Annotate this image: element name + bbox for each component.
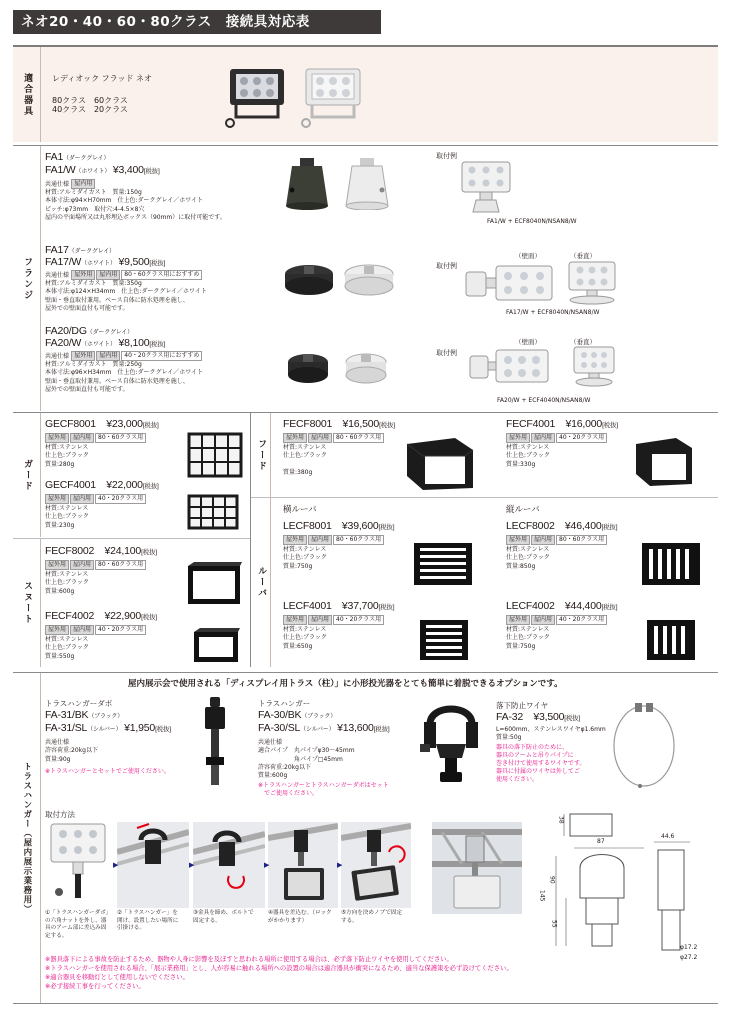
dim-phi-27-2: φ27.2 [680, 954, 698, 961]
gecf4001-chips: 屋外用 屋内用 40・20クラス用 [45, 494, 147, 504]
fecf4002-chips: 屋外用 屋内用 40・20クラス用 [45, 625, 147, 635]
fecf8001-model: FECF8001 ¥16,500[税抜] [283, 418, 395, 430]
install-step4-image [268, 822, 338, 908]
fa32-specs: L=600mm、ステンレスワイヤφ1.6mm 質量:50g [496, 726, 606, 742]
fecf4002-image [192, 626, 240, 664]
step-arrow-3: ▶ [264, 861, 270, 869]
lecf4001-model: LECF4001 ¥37,700[税抜] [283, 600, 395, 612]
fa1-chips: 共通仕様 屋内用 [45, 179, 96, 189]
fa31-model-1: FA-31/BK（ブラック） [45, 709, 124, 721]
fa1-example-caption: FA1/W + ECF8040N/NSAN8/W [487, 218, 577, 225]
fa31-image [202, 695, 228, 787]
fa17-wall-example-image [464, 264, 554, 304]
fa32-model: FA-32 ¥3,500[税抜] [496, 711, 581, 723]
fa1-white-image [342, 158, 392, 210]
fecf4001-model: FECF4001 ¥16,000[税抜] [506, 418, 618, 430]
guard-snoot-divider [13, 538, 250, 539]
dim-145: 145 [538, 890, 546, 902]
fa1-model-1: FA1（ダークグレイ） [45, 151, 110, 163]
gecf8001-model: GECF8001 ¥23,000[税抜] [45, 418, 159, 430]
fecf4002-specs: 材質:ステンレス 仕上色:ブラック 質量:550g [45, 636, 89, 660]
install-step2-text: ②「トラスハンガー」を 開け、設置したい場所に 引掛ける。 [117, 910, 179, 931]
dim-55: 55 [550, 920, 558, 928]
fa30-model-1: FA-30/BK（ブラック） [258, 709, 337, 721]
fecf8001-image [403, 436, 475, 492]
fecf8002-model: FECF8002 ¥24,100[税抜] [45, 545, 157, 557]
footnotes: ※器具落下による事故を防止するため、器物や人身に影響を及ぼすと思われる場所に使用する場合は、必ず落下防止ワイヤを使用してください。 ※トラスハンガーを使用される場合、「展示業務用」とし、人が容易に触れる場所への設置の場合は適合器具が衝突になるため、適当な保護策を必ず設けてください。 ※適合器具を移動灯として使用しないでください。 ※必ず接続工事を行ってください。 [45, 956, 513, 990]
lecf8001-specs: 材質:ステンレス 仕上色:ブラック 質量:750g [283, 546, 327, 570]
fa20-wall-label: （壁面） [515, 338, 541, 346]
fa1-dark-image [282, 158, 332, 210]
section-label-truss: トラスハンガー（屋内展示業務用） [13, 673, 41, 1003]
fa20-vertical-example-image [570, 345, 618, 387]
lecf4002-chips: 屋外用 屋内用 40・20クラス用 [506, 615, 608, 625]
gecf4001-image [187, 494, 239, 530]
lecf8001-model: LECF8001 ¥39,600[税抜] [283, 520, 395, 532]
fa32-title: 落下防止ワイヤ [496, 701, 549, 710]
fecf4001-chips: 屋外用 屋内用 40・20クラス用 [506, 433, 608, 443]
applicable-name: レディオック フラッド ネオ [52, 74, 153, 83]
fa20-vertical-label: （垂直） [570, 338, 596, 346]
page-title: ネオ20・40・60・80クラス 接続具対応表 [13, 10, 381, 34]
fa1-example-image [460, 158, 512, 213]
fa17-model-2: FA17/W（ホワイト） ¥9,500[税抜] [45, 256, 166, 268]
fa17-white-image [342, 262, 396, 298]
gecf4001-model: GECF4001 ¥22,000[税抜] [45, 479, 159, 491]
section-label-guard: ガード [13, 413, 41, 537]
fa17-example-caption: FA17/W + ECF8040N/NSAN8/W [506, 309, 600, 316]
install-step1-text: ①「トラスハンガーダボ」 の六角ナットを外し、器 具のアーム部に差込み固 定する。 [45, 910, 112, 939]
section-label-snoot: スヌート [13, 539, 41, 667]
lecf4002-image [645, 618, 697, 662]
install-step5-image [341, 822, 411, 908]
lecf4001-chips: 屋外用 屋内用 40・20クラス用 [283, 615, 385, 625]
install-step5-text: ⑤方向を決めノブで固定 する。 [341, 910, 403, 924]
fa30-specs: 共通仕様 適合パイプ 丸パイプφ30～45mm 角パイプ□45mm 許容荷重:20kg以下 質量:600g [258, 739, 355, 780]
truss-headline: 屋内展示会で使用される「ディスプレイ用トラス（柱）」に小形投光器をとても簡単に着脱できるオプションです。 [128, 679, 563, 689]
fecf8002-specs: 材質:ステンレス 仕上色:ブラック 質量:600g [45, 571, 89, 595]
fa32-notes: 器具の落下防止のために、 器具のアームと吊りパイプに 巻き付けて使用するワイヤです。 器具に付属のワイヤは外してご 使用ください。 [496, 744, 586, 783]
section-label-louver: ルーバ [251, 498, 271, 667]
fecf8001-specs: 材質:ステンレス 仕上色:ブラック 質量:380g [283, 444, 327, 476]
fa30-model-2: FA-30/SL（シルバー） ¥13,600[税抜] [258, 722, 390, 734]
fa20-wall-example-image [468, 348, 550, 386]
dim-phi-17-2: φ17.2 [680, 944, 698, 951]
install-step2-image [117, 822, 189, 908]
install-step1-image [45, 822, 113, 908]
fecf4001-image [632, 436, 694, 488]
fa17-vertical-label: （垂直） [570, 252, 596, 260]
floodlight-black-image [222, 65, 292, 130]
gecf8001-chips: 屋外用 屋内用 80・60クラス用 [45, 433, 147, 443]
gecf8001-image [187, 432, 243, 478]
dim-44-6: 44.6 [661, 833, 675, 840]
fa20-example-caption: FA20/W + ECF4040N/NSAN8/W [497, 397, 591, 404]
fecf8002-chips: 屋外用 屋内用 80・60クラス用 [45, 560, 147, 570]
fa17-example-label: 取付例 [436, 262, 457, 270]
fa30-note: ※トラスハンガーとトラスハンガーダボはセット でご使用ください。 [258, 782, 389, 797]
dim-87: 87 [597, 838, 605, 845]
fa20-dark-image [284, 350, 332, 386]
fa30-image [416, 700, 486, 790]
section-label-flange: フランジ [13, 146, 41, 411]
fa31-title: トラスハンガーダボ [45, 699, 113, 708]
lecf4001-image [418, 618, 470, 662]
lecf8002-image [640, 541, 702, 587]
section-label-hood: フード [251, 413, 271, 497]
section-label-applicable: 適合器具 [13, 47, 41, 142]
dim-38: 38 [557, 816, 565, 824]
louver-horizontal-heading: 横ルーバ [283, 505, 317, 515]
fecf8002-image [186, 560, 242, 606]
fa31-specs: 共通仕様 許容荷重:20kg以下 質量:90g [45, 739, 98, 763]
fa20-chips: 共通仕様 屋外用 屋内用 40・20クラス用におすすめ [45, 351, 203, 361]
applicable-classes-2: 40クラス 20クラス [52, 105, 128, 114]
step-arrow-2: ▶ [189, 861, 195, 869]
install-step3-image [193, 822, 265, 908]
lecf8002-chips: 屋外用 屋内用 80・60クラス用 [506, 535, 608, 545]
fa17-chips: 共通仕様 屋外用 屋内用 80・60クラス用におすすめ [45, 270, 203, 280]
fa32-wire-image [608, 700, 680, 790]
fa17-model-1: FA17（ダークグレイ） [45, 244, 115, 256]
step-arrow-1: ▶ [113, 861, 119, 869]
lecf8001-chips: 屋外用 屋内用 80・60クラス用 [283, 535, 385, 545]
hood-louver-divider [251, 497, 718, 498]
fa31-model-2: FA-31/SL（シルバー） ¥1,950[税抜] [45, 722, 171, 734]
lecf4002-model: LECF4002 ¥44,400[税抜] [506, 600, 618, 612]
fa30-title: トラスハンガー [258, 699, 311, 708]
fa20-price: ¥8,100 [118, 337, 150, 349]
fecf8001-chips: 屋外用 屋内用 80・60クラス用 [283, 433, 385, 443]
fa31-note: ※トラスハンガーとセットでご使用ください。 [45, 768, 170, 775]
fa1-price: ¥3,400 [112, 164, 144, 176]
lecf4002-specs: 材質:ステンレス 仕上色:ブラック 質量:750g [506, 626, 550, 650]
fa17-dark-image [282, 262, 336, 298]
install-step3-text: ③金具を締め、ボルトで 固定する。 [193, 910, 254, 924]
installed-photo [432, 822, 522, 914]
fa17-price: ¥9,500 [118, 256, 150, 268]
fa17-wall-label: （壁面） [515, 252, 541, 260]
fa17-vertical-example-image [565, 260, 620, 305]
lecf8002-specs: 材質:ステンレス 仕上色:ブラック 質量:850g [506, 546, 550, 570]
fecf4001-specs: 材質:ステンレス 仕上色:ブラック 質量:330g [506, 444, 550, 468]
install-heading: 取付方法 [45, 810, 75, 819]
install-step4-text: ④器具を差込む。（ロック がかかります） [268, 910, 332, 924]
fa20-white-image [342, 350, 390, 386]
gecf4001-specs: 材質:ステンレス 仕上色:ブラック 質量:230g [45, 505, 89, 529]
fa1-example-label: 取付例 [436, 152, 457, 160]
lecf8001-image [412, 541, 474, 587]
lecf8002-model: LECF8002 ¥46,400[税抜] [506, 520, 618, 532]
floodlight-white-image [298, 65, 368, 130]
fa1-specs: 材質:アルミダイカスト 質量:150g 本体寸法:φ94×H70mm 仕上色:ダークグレイ／ホワイト ピッチ:φ73mm 取付穴:4-4.5×8穴 屋内の平面場所又は丸形埋込ボックス（90mm）に取付可能です。 [45, 189, 226, 221]
fa17-specs: 材質:アルミダイカスト 質量:350g 本体寸法:φ124×H34mm 仕上色:ダークグレイ／ホワイト 壁面・垂直取付兼用。ベース自体に防水処理を施し、 屋外での壁面直付も可能です。 [45, 280, 207, 312]
fa20-model-2: FA20/W（ホワイト） ¥8,100[税抜] [45, 337, 166, 349]
fecf4002-model: FECF4002 ¥22,900[税抜] [45, 610, 157, 622]
louver-vertical-heading: 縦ルーバ [506, 505, 540, 515]
applicable-classes-1: 80クラス 60クラス [52, 96, 128, 105]
dim-90: 90 [548, 876, 556, 884]
fa20-model-1: FA20/DG（ダークグレイ） [45, 325, 133, 337]
step-arrow-4: ▶ [337, 861, 343, 869]
fa20-specs: 材質:アルミダイカスト 質量:250g 本体寸法:φ96×H34mm 仕上色:ダークグレイ／ホワイト 壁面・垂直取付兼用。ベース自体に防水処理を施し、 屋外での壁面直付も可能です。 [45, 361, 204, 393]
fa1-model-2: FA1/W（ホワイト） ¥3,400[税抜] [45, 164, 160, 176]
fa20-example-label: 取付例 [436, 349, 457, 357]
lecf4001-specs: 材質:ステンレス 仕上色:ブラック 質量:650g [283, 626, 327, 650]
gecf8001-specs: 材質:ステンレス 仕上色:ブラック 質量:280g [45, 444, 89, 468]
